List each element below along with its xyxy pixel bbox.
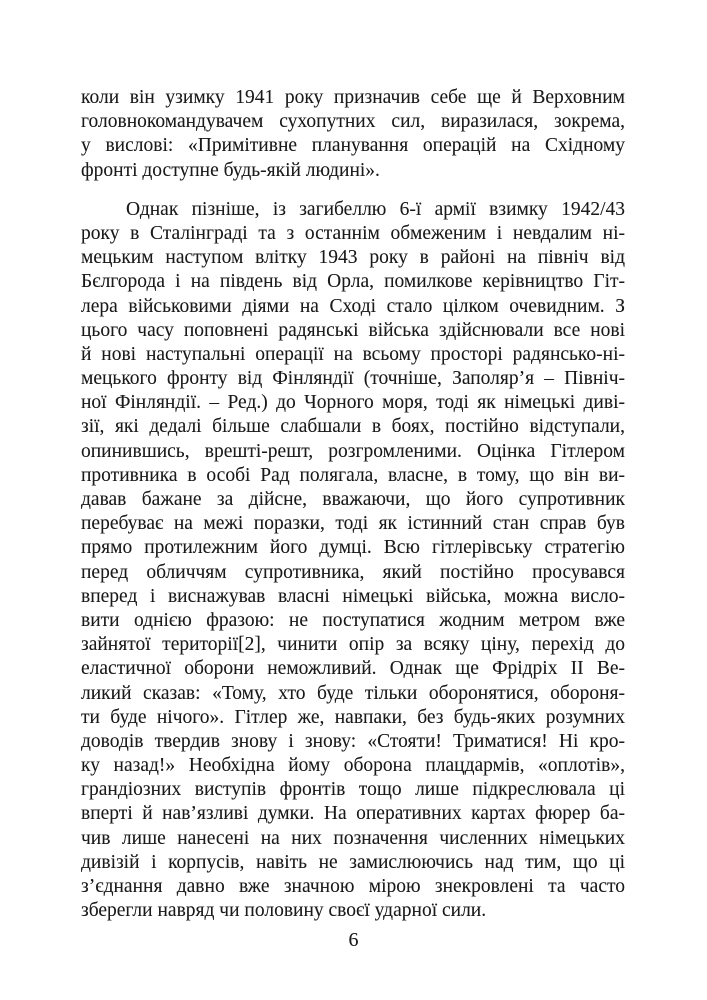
text-line: зайнятої території[2], чинити опір за всяку ціну, перехід до [81, 634, 625, 656]
text-line: вити однією фразою: не поступатися жодним метром вже [81, 609, 625, 631]
paragraph [81, 86, 625, 183]
text-line: мецьким наступом влітку 1943 року в районі на північ від [81, 247, 625, 269]
text-line: опинившись, врешті-решт, розгромленими. Оцінка Гітлером [81, 440, 625, 462]
text-line: й нові наступальні операції на всьому просторі радянсько-ні- [81, 343, 625, 365]
text-line: ної Фінляндії. – Ред.) до Чорного моря, тоді як німецькі диві- [81, 392, 625, 414]
text-line: еластичної оборони неможливий. Однак ще Фрідріх II Ве- [81, 658, 625, 680]
text-line: давав бажане за дійсне, вважаючи, що його супротивник [81, 489, 625, 510]
text-column [81, 86, 625, 923]
text-line: лера військовими діями на Сході стало цілком очевидним. З [81, 295, 625, 317]
text-line: вперті й нав’язливі думки. На оперативних картах фюрер ба- [81, 803, 625, 825]
text-line: коли він узимку 1941 року призначив себе ще й Верховним [81, 87, 625, 108]
text-line: ти буде нічого». Гітлер же, навпаки, без будь-яких розумних [81, 706, 625, 728]
text-line: дивізій і корпусів, навіть не замислюючись над тим, що ці [81, 851, 625, 873]
text-line: зії, які дедалі більше слабшали в боях, постійно відступали, [81, 416, 625, 438]
text-line: Бєлгорода і на південь від Орла, помилкове керівництво Гіт- [81, 271, 625, 293]
text-line: у вислові: «Примітивне планування операцій на Східному [81, 135, 625, 157]
text-line: ку назад!» Необхідна йому оборона плацдармів, «оплотів», [81, 755, 625, 777]
text-line: ликий сказав: «Тому, хто буде тільки оборонятися, обороня- [81, 682, 625, 704]
text-line: грандіозних виступів фронтів тощо лише підкреслювала ці [81, 779, 625, 801]
text-line: фронті доступне будь-якій людині». [81, 159, 380, 181]
text-line: перебуває на межі поразки, тоді як істинний стан справ був [81, 513, 625, 535]
text-line: мецького фронту від Фінляндії (точніше, Заполяр’я – Північ- [81, 368, 625, 390]
text-line: доводів твердив знову і знову: «Стояти! Триматися! Ні кро- [81, 730, 625, 752]
text-line: противника в особі Рад полягала, власне, в тому, що він ви- [81, 464, 625, 486]
paragraph [81, 198, 625, 924]
text-line: року в Сталінграді та з останнім обмеженим і невдалим ні- [81, 222, 625, 244]
text-line: цього часу поповнені радянські війська здійснювали все нові [81, 319, 625, 341]
page-number: 6 [348, 929, 359, 951]
text-line: чив лише нанесені на них позначення численних німецьких [81, 827, 625, 849]
text-line: зберегли навряд чи половину своєї ударної сили. [81, 900, 487, 922]
text-line: перед обличчям супротивника, який постійно просувався [81, 561, 625, 583]
text-line: головнокомандувачем сухопутних сил, виразилася, зокрема, [81, 111, 625, 133]
text-line: прямо протилежним його думці. Всю гітлерівську стратегію [81, 537, 625, 559]
text-line: з’єднання давно вже значною мірою знекровлені та часто [81, 876, 625, 897]
text-line: Однак пізніше, із загибеллю 6-ї армії взимку 1942/43 [126, 198, 625, 220]
text-line: вперед і виснажував власні німецькі війська, можна висло- [81, 585, 625, 607]
